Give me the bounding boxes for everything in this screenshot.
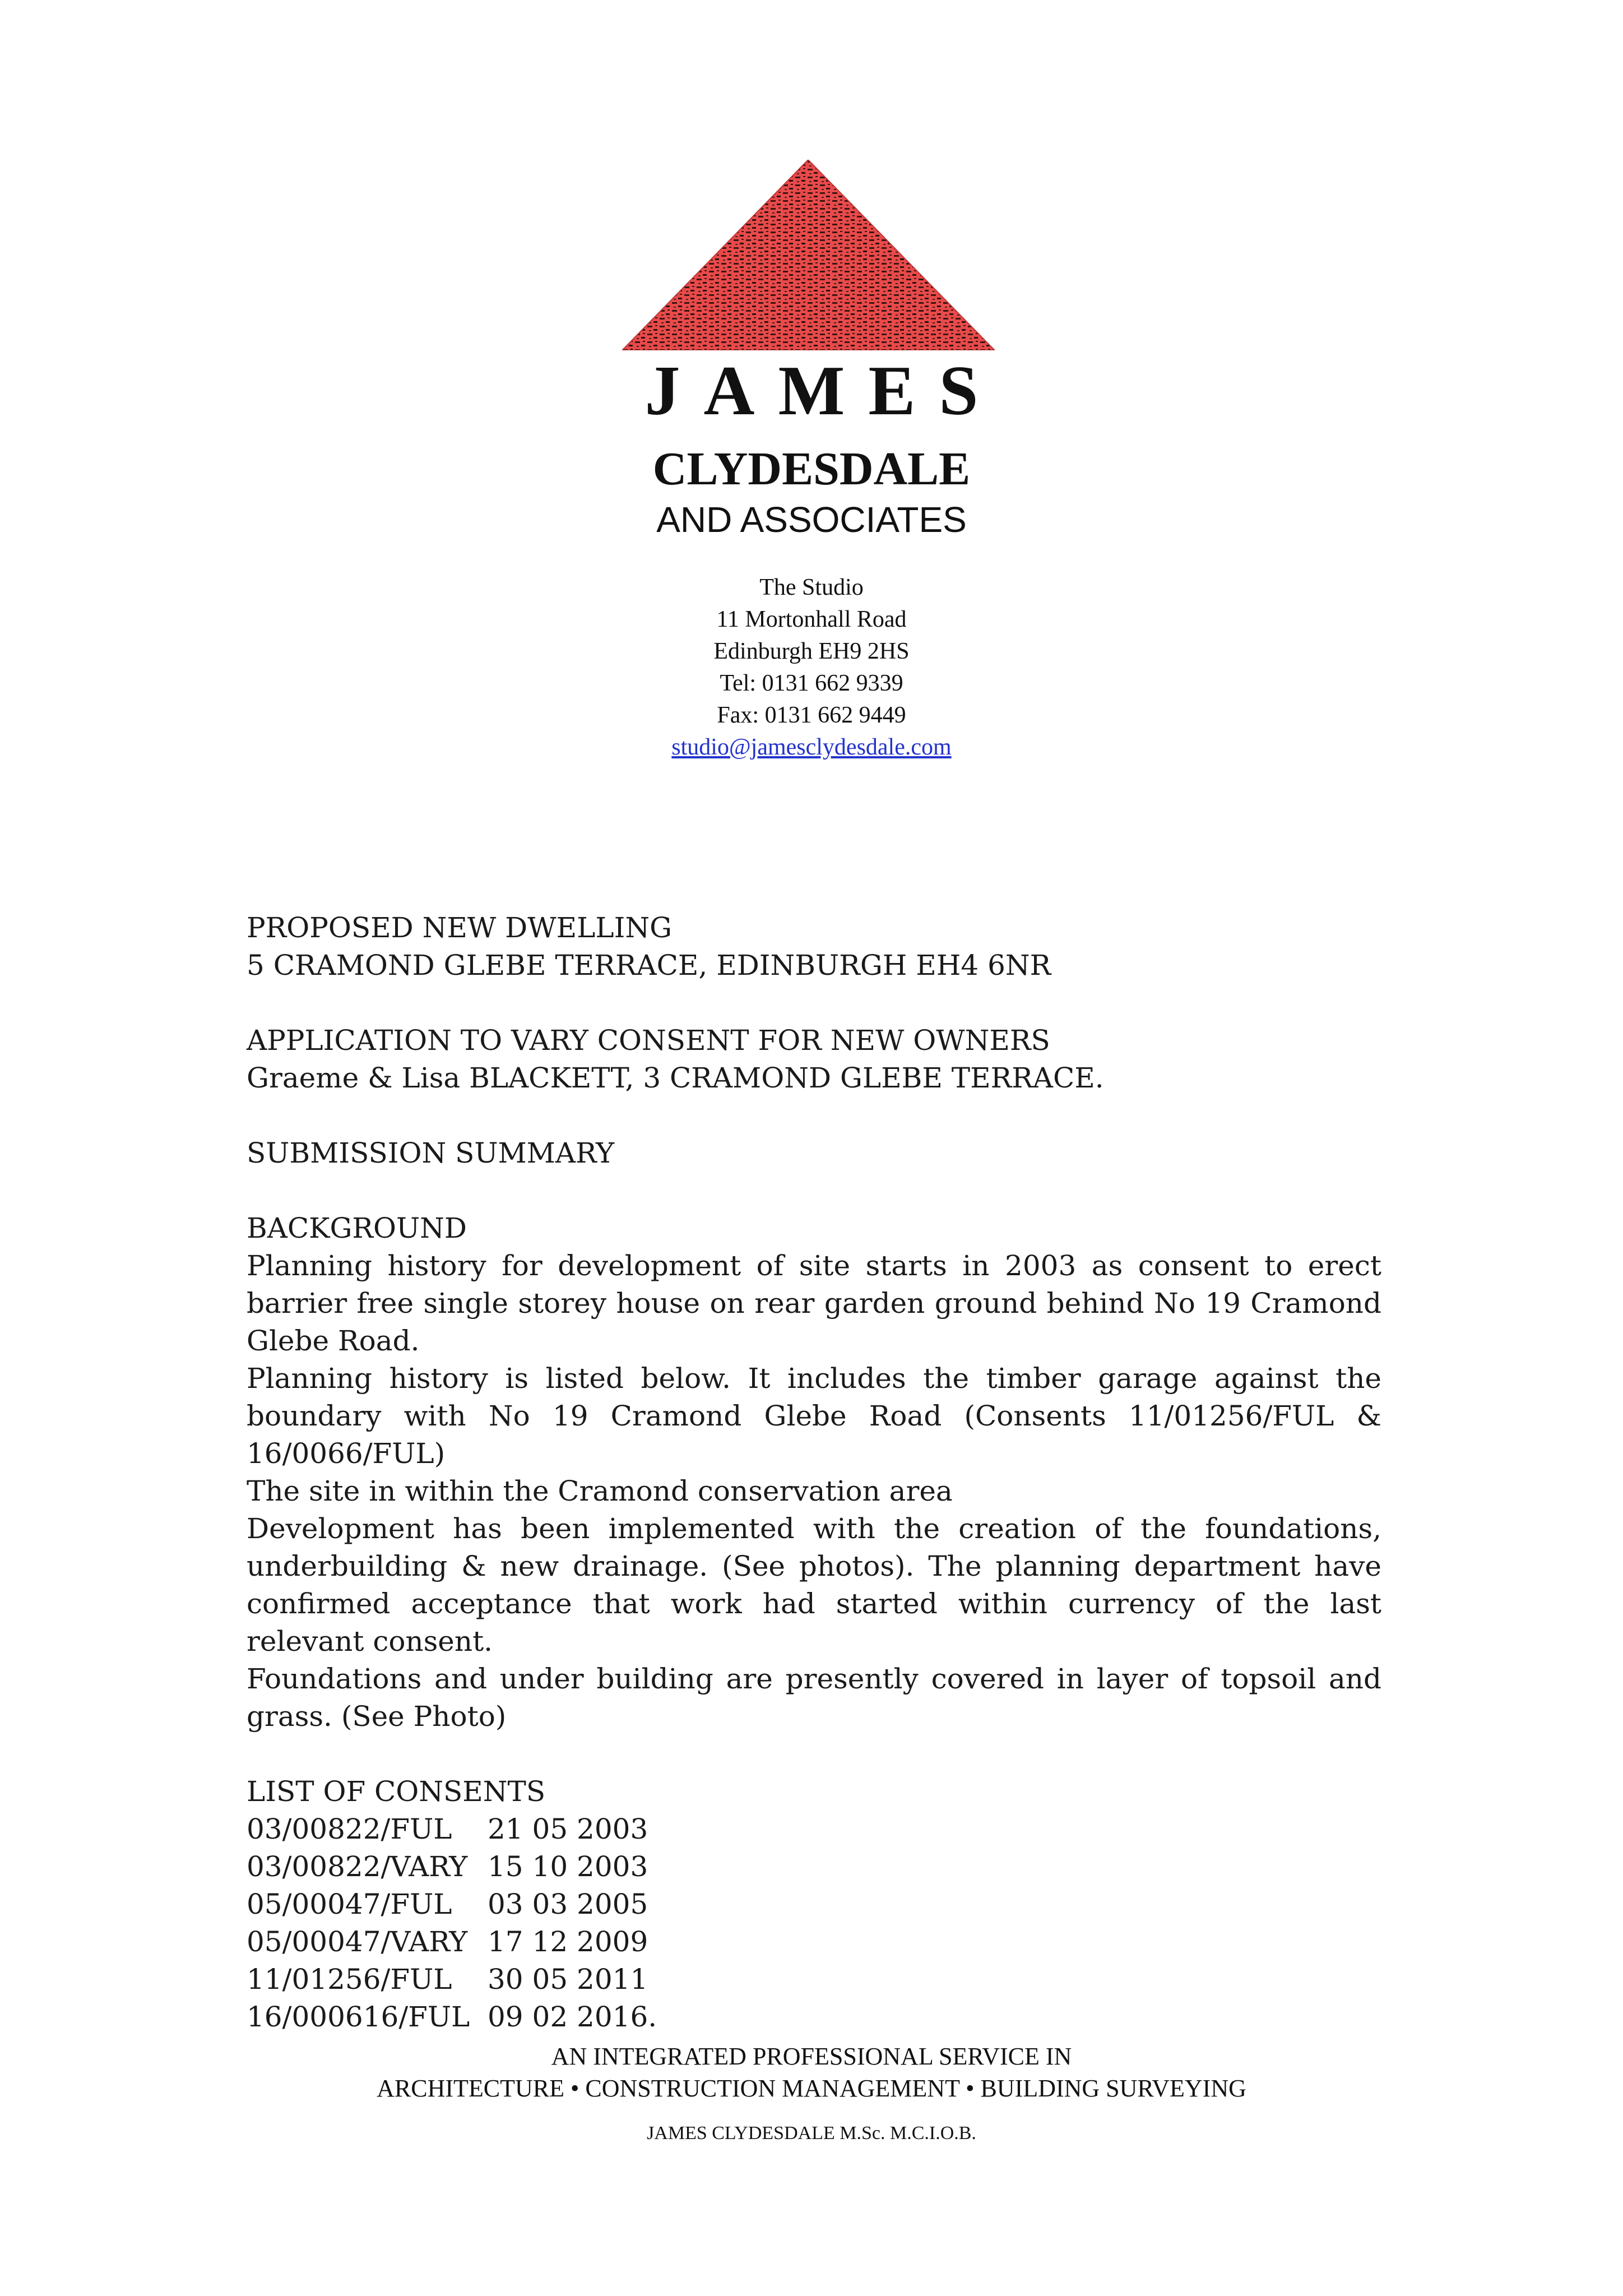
- background-paragraph: The site in within the Cramond conservation area: [247, 1475, 953, 1507]
- consent-ref: 03/00822/FUL: [247, 1813, 452, 1845]
- letter-body: [247, 909, 1381, 2036]
- consent-ref: 16/000616/FUL: [247, 2001, 470, 2033]
- consent-date: 15 10 2003: [488, 1850, 648, 1883]
- consent-ref: 05/00047/FUL: [247, 1888, 452, 1920]
- address-line: Edinburgh EH9 2HS: [713, 638, 910, 664]
- firm-address: [0, 572, 1623, 763]
- consent-row: [247, 1848, 751, 1886]
- background-paragraph: Development has been implemented with the creation of the foundations, underbuilding & new drainage. (See photos). The planning department have confirmed acceptance that work had started within currency of the last relevant consent.: [247, 1512, 1381, 1658]
- section-title: SUBMISSION SUMMARY: [247, 1137, 615, 1169]
- section-title: LIST OF CONSENTS: [247, 1775, 546, 1808]
- firm-name-first: JAMES: [644, 352, 1002, 430]
- consent-date: 09 02 2016.: [488, 2001, 657, 2033]
- consent-date: 30 05 2011: [488, 1963, 648, 1996]
- background-paragraph: Planning history is listed below. It includes the timber garage against the boundary with No 19 Cramond Glebe Road (Consents 11/01256/FUL & 16/0066/FUL): [247, 1362, 1381, 1470]
- footer-tagline: AN INTEGRATED PROFESSIONAL SERVICE IN: [551, 2043, 1072, 2070]
- heading-line: 5 CRAMOND GLEBE TERRACE, EDINBURGH EH4 6NR: [247, 949, 1051, 982]
- section-title: BACKGROUND: [247, 1212, 467, 1244]
- consent-row: [247, 1886, 751, 1923]
- fax-line: Fax: 0131 662 9449: [717, 702, 906, 728]
- letter-footer: [0, 2040, 1623, 2145]
- address-line: 11 Mortonhall Road: [716, 607, 907, 632]
- consent-ref: 11/01256/FUL: [247, 1963, 452, 1996]
- footer-services: ARCHITECTURE • CONSTRUCTION MANAGEMENT • BUILDING SURVEYING: [377, 2075, 1246, 2102]
- footer-qualifications: JAMES CLYDESDALE M.Sc. M.C.I.O.B.: [647, 2123, 976, 2144]
- firm-name-suffix: AND ASSOCIATES: [656, 499, 967, 540]
- address-line: The Studio: [759, 575, 864, 600]
- consent-row: [247, 1961, 751, 1998]
- consent-ref: 03/00822/VARY: [247, 1850, 468, 1883]
- consent-ref: 05/00047/VARY: [247, 1925, 468, 1958]
- consent-date: 17 12 2009: [488, 1925, 648, 1958]
- background-paragraph: Foundations and under building are presently covered in layer of topsoil and grass. (See Photo): [247, 1663, 1381, 1733]
- email-link[interactable]: studio@jamesclydesdale.com: [671, 734, 952, 760]
- telephone-line: Tel: 0131 662 9339: [720, 670, 903, 696]
- firm-name-last: CLYDESDALE: [652, 443, 971, 495]
- consent-row: [247, 1998, 751, 2036]
- application-line: Graeme & Lisa BLACKETT, 3 CRAMOND GLEBE TERRACE.: [247, 1062, 1104, 1094]
- heading-line: PROPOSED NEW DWELLING: [247, 911, 673, 944]
- roof-triangle-logo-icon: [622, 160, 995, 350]
- application-line: APPLICATION TO VARY CONSENT FOR NEW OWNERS: [247, 1024, 1050, 1057]
- consent-row: [247, 1811, 751, 1848]
- consent-date: 21 05 2003: [488, 1813, 648, 1845]
- background-paragraph: Planning history for development of site starts in 2003 as consent to erect barrier free single storey house on rear garden ground behind No 19 Cramond Glebe Road.: [247, 1249, 1381, 1357]
- consent-date: 03 03 2005: [488, 1888, 648, 1920]
- consents-list: [247, 1811, 751, 2036]
- consent-row: [247, 1923, 751, 1961]
